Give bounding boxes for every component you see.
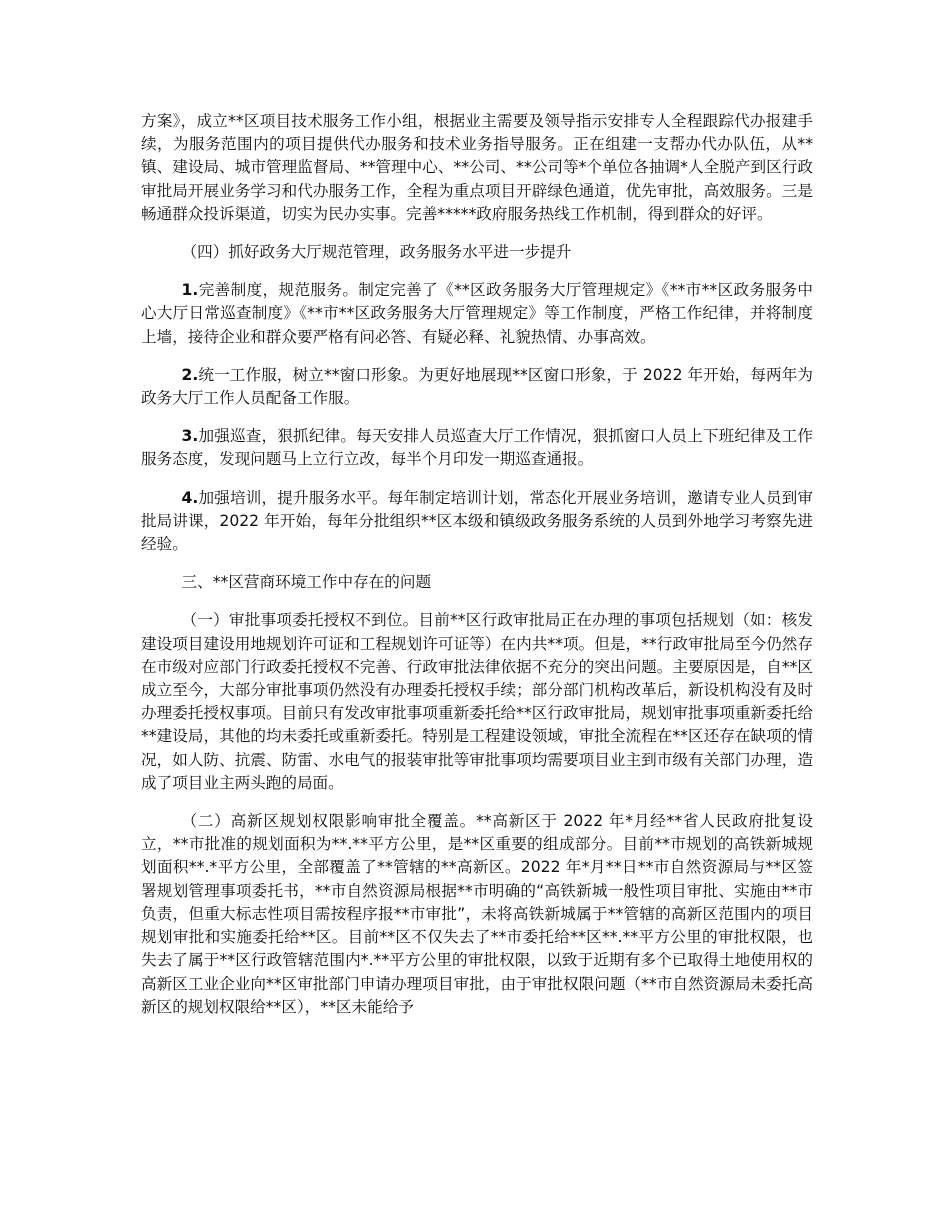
paragraph-text: 统一工作服，树立**窗口形象。为更好地展现**区窗口形象，于 2022 年开始，每两年为政务大厅工作人员配备工作服。 <box>141 365 813 408</box>
item-number: 3. <box>181 427 199 446</box>
paragraph-text: 加强培训，提升服务水平。每年制定培训计划，常态化开展业务培训，邀请专业人员到审批局讲课，2022 年开始，每年分批组织**区本级和镇级政务服务系统的人员到外地学习考察先进经验。 <box>141 488 813 554</box>
heading-text: （四）抓好政务大厅规范管理，政务服务水平进一步提升 <box>181 243 572 262</box>
section-heading-3 <box>141 571 813 594</box>
paragraph-text: 完善制度，规范服务。制定完善了《**区政务服务大厅管理规定》《**市**区政务服务中心大厅日常巡查制度》《**市**区政务服务大厅管理规定》等工作制度，严格工作纪律，并将制度上墙，接待企业和群众要严格有问必答、有疑必释、礼貌热情、办事高效。 <box>141 281 813 346</box>
paragraph-item-1 <box>141 279 813 349</box>
paragraph-item-4 <box>141 487 813 557</box>
paragraph-item-2 <box>141 364 813 410</box>
paragraph-text: 方案》，成立**区项目技术服务工作小组，根据业主需要及领导指示安排专人全程跟踪代办报建手续，为服务范围内的项目提供代办服务和技术业务指导服务。正在组建一支帮办代办队伍，从**镇、建设局、城市管理监督局、**管理中心、**公司、**公司等*个单位各抽调*人全脱产到区行政审批局开展业务学习和代办服务工作，全程为重点项目开辟绿色通道，优先审批，高效服务。三是畅通群众投诉渠道，切实为民办实事。完善*****政府服务热线工作机制，得到群众的好评。 <box>141 112 813 223</box>
item-number: 4. <box>181 488 199 507</box>
paragraph-problem-2 <box>141 810 813 1019</box>
item-number: 2. <box>181 365 199 384</box>
document-page <box>141 110 813 1034</box>
paragraph-problem-1 <box>141 609 813 795</box>
paragraph-text: （二）高新区规划权限影响审批全覆盖。**高新区于 2022 年*月经**省人民政府批复设立，**市批准的规划面积为**.**平方公里，是**区重要的组成部分。目前**市规划的高铁新城规划面积**.*平方公里，全部覆盖了**管辖的**高新区。2022 年*月**日**市自然资源局与**区签署规划管理事项委托书，**市自然资源局根据**市明确的“高铁新城一般性项目审批、实施由**市负责，但重大标志性项目需按程序报**市审批”，未将高铁新城属于**管辖的高新区范围内的项目规划审批和实施委托给**区。目前**区不仅失去了**市委托给**区**.**平方公里的审批权限，也失去了属于**区行政管辖范围内*.**平方公里的审批权限，以致于近期有多个已取得土地使用权的高新区工业企业向**区审批部门申请办理项目审批，由于审批权限问题（**市自然资源局未委托高新区的规划权限给**区），**区未能给予 <box>141 812 813 1016</box>
paragraph-text: 加强巡查，狠抓纪律。每天安排人员巡查大厅工作情况，狠抓窗口人员上下班纪律及工作服务态度，发现问题马上立行立改，每半个月印发一期巡查通报。 <box>141 427 813 469</box>
item-number: 1. <box>181 281 199 300</box>
paragraph-intro-continuation <box>141 110 813 226</box>
section-heading-4 <box>141 241 813 264</box>
paragraph-text: （一）审批事项委托授权不到位。目前**区行政审批局正在办理的事项包括规划（如：核发建设项目建设用地规划许可证和工程规划许可证等）在内共**项。但是，**行政审批局至今仍然存在市级对应部门行政委托授权不完善、行政审批法律依据不充分的突出问题。主要原因是，自**区成立至今，大部分审批事项仍然没有办理委托授权手续；部分部门机构改革后，新设机构没有及时办理委托授权事项。目前只有发改审批事项重新委托给**区行政审批局，规划审批事项重新委托给**建设局，其他的均未委托或重新委托。特别是工程建设领域，审批全流程在**区还存在缺项的情况，如人防、抗震、防雷、水电气的报装审批等审批事项均需要项目业主到市级有关部门办理，造成了项目业主两头跑的局面。 <box>141 611 813 792</box>
paragraph-item-3 <box>141 425 813 471</box>
heading-text: 三、**区营商环境工作中存在的问题 <box>181 573 432 592</box>
